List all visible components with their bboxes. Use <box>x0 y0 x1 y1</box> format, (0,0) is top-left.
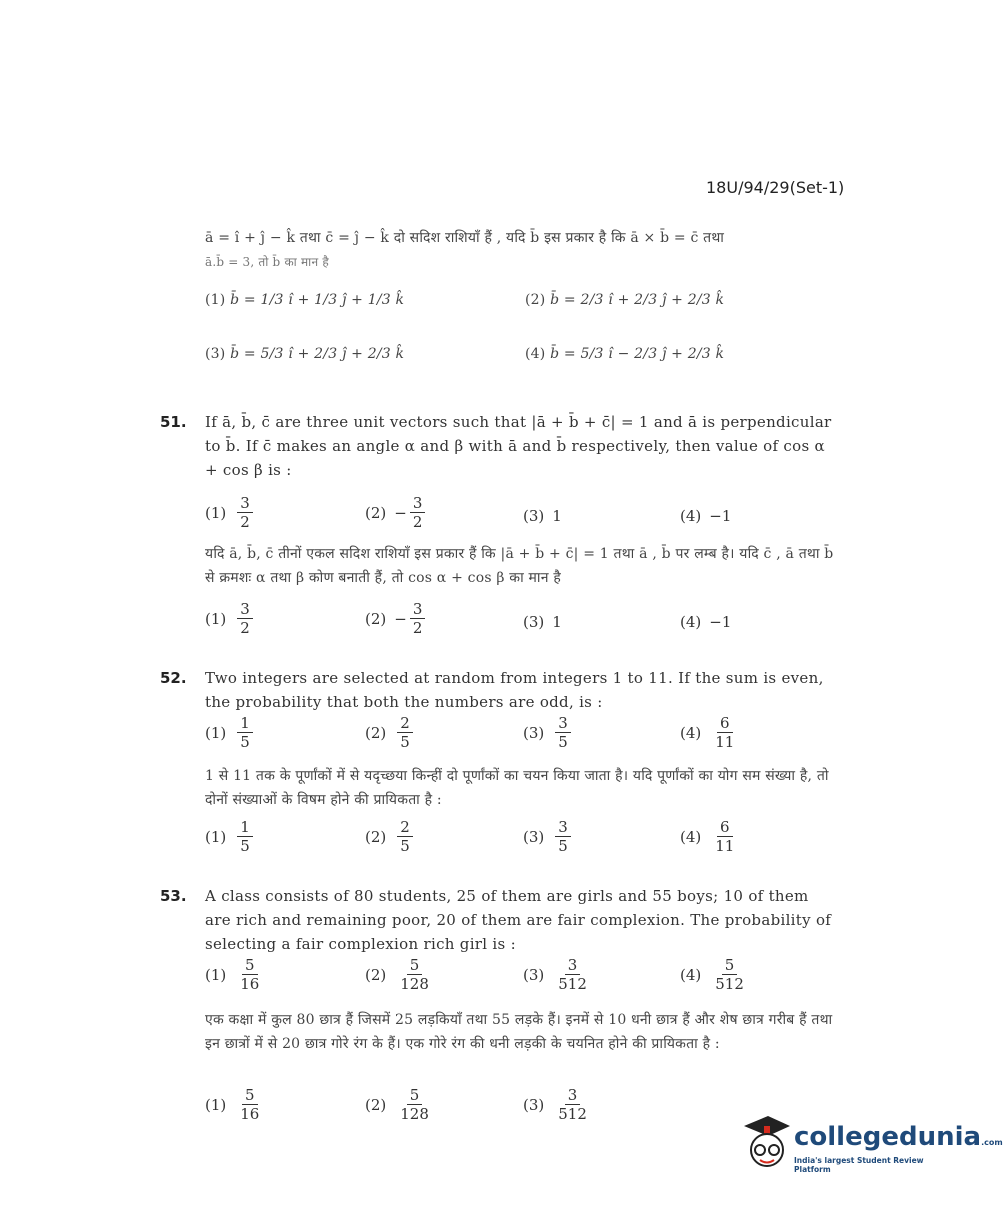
option-3: (3) $\frac{3}{512}$ <box>523 956 587 993</box>
mascot-icon <box>742 1112 792 1172</box>
option-3: (3) 1 <box>523 507 562 525</box>
option-4: (4) $\frac{6}{11}$ <box>680 714 735 751</box>
options-english <box>205 714 845 762</box>
brand-name: collegedunia.com <box>794 1122 1003 1152</box>
question-text-hindi: यदि ā, b̄, c̄ तीनों एकल सदिश राशियाँ इस प्रकार हैं कि |ā + b̄ + c̄| = 1 तथा ā , b̄ पर लम्ब है। यदि c̄ , ā तथा b̄ से क्रमशः α तथा β कोण बनाती हैं, तो cos α + cos β का मान है <box>205 546 834 586</box>
option-3-hi: (3) $\frac{3}{512}$ <box>523 1086 587 1123</box>
option-2-hi: (2) $\frac{5}{128}$ <box>365 1086 429 1123</box>
q50-hindi-line1: ā = î + ĵ − k̂ तथा c̄ = ĵ − k̂ दो सदिश राशियाँ हैं , यदि b̄ इस प्रकार है कि ā × b̄ = c̄ तथा <box>205 230 725 246</box>
option-1-hi: (1) $\frac{3}{2}$ <box>205 600 256 637</box>
option-2: (2) $\frac{2}{5}$ <box>365 714 416 751</box>
question-text-hindi: एक कक्षा में कुल 80 छात्र हैं जिसमें 25 लड़कियाँ तथा 55 लड़के हैं। इनमें से 10 धनी छात्र हैं और शेष छात्र गरीब हैं तथा इन छात्रों में से 20 छात्र गोरे रंग के हैं। एक गोरे रंग की धनी लड़की के चयनित होने की प्रायिकता है : <box>205 1012 833 1052</box>
option-1: (1) $\frac{5}{16}$ <box>205 956 260 993</box>
option-1: (1) $\frac{1}{5}$ <box>205 714 256 751</box>
question-number: 52. <box>160 669 187 687</box>
option-2-hi: (2) − $\frac{3}{2}$ <box>365 600 428 637</box>
option-2: (2) − $\frac{3}{2}$ <box>365 494 428 531</box>
question-text-english: A class consists of 80 students, 25 of them are girls and 55 boys; 10 of them are rich and remaining poor, 20 of them are fair complexion. The probability of selecting a fair complexion rich girl is : <box>205 887 832 953</box>
q50-option-2: (2) b̄ = 2/3 î + 2/3 ĵ + 2/3 k̂ <box>525 292 725 308</box>
question-text-hindi: 1 से 11 तक के पूर्णांकों में से यदृच्छया किन्हीं दो पूर्णांकों का चयन किया जाता है। यदि पूर्णांकों का योग सम संख्या है, तो दोनों संख्याओं के विषम होने की प्रायिकता है : <box>205 768 829 808</box>
question-text-english: If ā, b̄, c̄ are three unit vectors such that |ā + b̄ + c̄| = 1 and ā is perpendicular to b̄. If c̄ makes an angle α and β with ā and b̄ respectively, then value of cos α + cos β is : <box>205 413 832 479</box>
options-hindi <box>205 600 845 648</box>
brand-com: .com <box>981 1138 1003 1147</box>
option-4: (4) $\frac{5}{512}$ <box>680 956 744 993</box>
option-4-hi: (4) $\frac{6}{11}$ <box>680 818 735 855</box>
option-4-hi: (4) −1 <box>680 613 732 631</box>
option-2-hi: (2) $\frac{2}{5}$ <box>365 818 416 855</box>
question-text-english: Two integers are selected at random from integers 1 to 11. If the sum is even, the probability that both the numbers are odd, is : <box>205 669 824 711</box>
option-4: (4) −1 <box>680 507 732 525</box>
q50-option-1: (1) b̄ = 1/3 î + 1/3 ĵ + 1/3 k̂ <box>205 292 405 308</box>
options-english <box>205 956 845 1004</box>
collegedunia-logo <box>742 1112 1003 1174</box>
option-2: (2) $\frac{5}{128}$ <box>365 956 429 993</box>
q50-hindi-line2: ā.b̄ = 3, तो b̄ का मान है <box>205 255 329 269</box>
options-hindi <box>205 818 845 866</box>
option-3-hi: (3) $\frac{3}{5}$ <box>523 818 574 855</box>
question-number: 51. <box>160 413 187 431</box>
option-3: (3) $\frac{3}{5}$ <box>523 714 574 751</box>
option-1: (1) $\frac{3}{2}$ <box>205 494 256 531</box>
option-1-hi: (1) $\frac{1}{5}$ <box>205 818 256 855</box>
question-number: 53. <box>160 887 187 905</box>
option-3-hi: (3) 1 <box>523 613 562 631</box>
option-1-hi: (1) $\frac{5}{16}$ <box>205 1086 260 1123</box>
q50-option-4: (4) b̄ = 5/3 î − 2/3 ĵ + 2/3 k̂ <box>525 346 725 362</box>
q50-option-3: (3) b̄ = 5/3 î + 2/3 ĵ + 2/3 k̂ <box>205 346 405 362</box>
brand-tagline: India's largest Student Review Platform <box>794 1156 924 1174</box>
options-english <box>205 494 845 542</box>
paper-code: 18U/94/29(Set-1) <box>706 178 845 197</box>
